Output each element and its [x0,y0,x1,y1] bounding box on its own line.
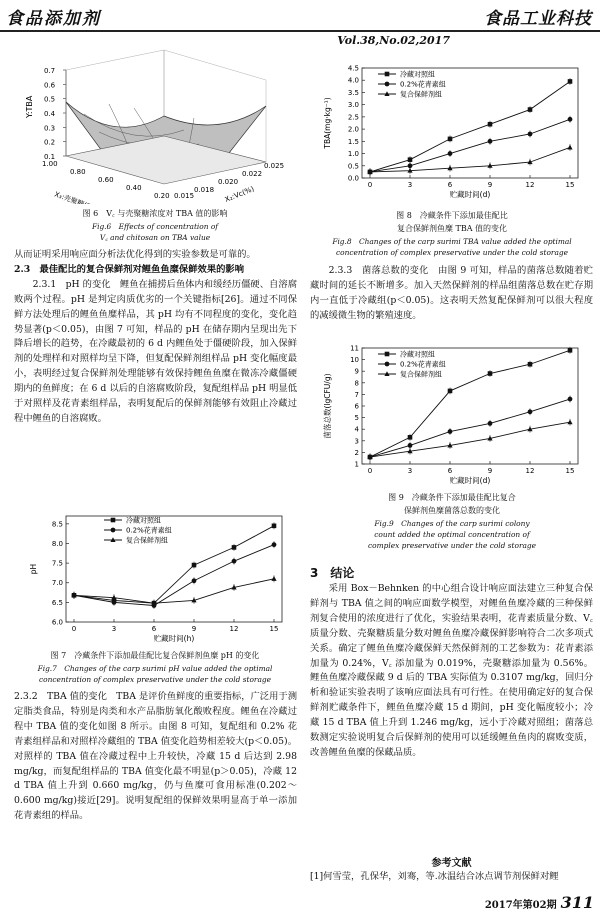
fig8-data-point [568,117,573,122]
fig6-z-tick-label: 0.7 [44,67,56,75]
fig8-data-point [448,137,453,142]
paragraph-2-3-2-tba: 2.3.2 TBA 值的变化 TBA 是评价鱼鲜度的重要指标，广泛用于测定脂类食品，特别是肉类和水产品脂肪氧化酸败程度。鲤鱼在冷藏过程中 TBA 值的变化如图 8 所示。由图 8 可知，复配组和 0.2% 花青素组样品和对照样冷藏组的 TBA 值变化趋势相差较大(p＜0.05)。对照样的 TBA 值在冷藏过程中上升较快，冷藏 15 d 后达到 2.98 mg/kg，而复配组样品的 TBA 值变化最不明显(p＞0.05)，冷藏 12 d TBA 值上升到 0.660 mg/kg，仍与鱼糜可食用标准(0.202～0.600 mg/kg)接近[29]。说明复配组的保鲜效果明显高于单一添加花青素组的样品。 [14,691,297,822]
fig8-x-tick-label: 0 [367,181,373,189]
fig7-data-point [272,524,277,529]
fig8-data-point [568,79,573,84]
fig9-y-axis-label: 菌落总数(lgCFU/g) [323,373,332,439]
fig9-caption-cn-2: 保鲜剂鱼糜菌落总数的变化 [404,506,500,515]
fig9-data-point [528,362,533,367]
fig6-caption-cn: 图 6 V꜀ 与壳聚糖浓度对 TBA 值的影响 [82,209,228,218]
fig6-surface-plot [14,44,296,204]
fig9-y-tick-label: 7 [354,390,359,399]
fig7-x-tick-label: 15 [269,625,279,633]
fig8-data-point [488,139,493,144]
fig9-data-point [568,348,573,353]
fig9-legend-label-2: 复合保鲜剂组 [400,370,442,379]
fig8-chart [318,60,588,204]
header-rule [0,30,600,32]
fig7-data-point [232,545,237,550]
fig7-series-line-0 [74,526,274,603]
fig8-caption-cn-2: 复合保鲜剂鱼糜 TBA 值的变化 [396,224,508,233]
fig8-data-point [528,132,533,137]
fig9-caption-en-1: Fig.9 Changes of the carp surimi colony [374,519,530,528]
fig9-y-tick-label: 9 [354,367,359,376]
issue-label: 2017年第02期 [484,900,557,911]
fig9-y-tick-label: 5 [354,414,359,423]
fig6-x2-tick: 0.022 [242,170,263,178]
fig7-x-tick-label: 9 [191,625,197,633]
fig6-caption-en-2: V꜀ and chitosan on TBA value [99,233,211,242]
fig8-x-tick-label: 15 [565,181,575,189]
fig8-y-tick-label: 4.5 [347,64,359,73]
fig8-y-tick-label: 1.5 [347,137,359,146]
fig6-x2-label: X₂:Vc(%) [223,184,256,204]
fig8-data-point [488,122,493,127]
fig7-x-axis-label: 贮藏时间(h) [153,634,195,643]
fig6-z-tick-label: 0.4 [44,110,56,118]
fig8-legend-label-2: 复合保鲜剂组 [400,90,442,99]
fig7-data-point [192,563,197,568]
fig8-y-axis-label: TBA(mg·kg⁻¹) [323,97,332,149]
fig7-plot-frame [66,516,282,622]
fig9-legend-marker-0 [385,352,390,357]
fig8-x-tick-label: 12 [525,181,535,189]
fig8-x-tick-label: 3 [407,181,413,189]
fig7-chart [22,508,292,648]
fig9-x-tick-label: 12 [525,467,535,475]
fig9-plot-frame [362,348,578,464]
fig8-data-point [567,145,572,150]
right-text-block-a [310,264,593,324]
fig9-x-tick-label: 6 [447,467,453,475]
fig9-y-tick-label: 1 [354,460,359,469]
fig7-x-tick-label: 0 [71,625,77,633]
reference-1: [1]何雪莹，孔保华，刘骞，等.冰温结合冰点调节剂保鲜对鲤 [310,871,559,882]
fig8-legend-marker-1 [385,82,390,87]
fig9-series-line-1 [370,399,570,457]
fig9-caption-en-3: complex preservative under the cold storage [368,541,536,550]
fig7-caption-en-2: concentration of complex preservative under the cold storage [39,675,271,684]
fig7-caption-en-1: Fig.7 Changes of the carp surimi pH value added the optimal [37,664,273,673]
fig9-y-tick-label: 2 [354,448,359,457]
fig9-legend-label-0: 冷藏对照组 [400,350,435,359]
section-heading-2-3: 2.3 最佳配比的复合保鲜剂对鲤鱼鱼糜保鲜效果的影响 [14,263,245,275]
fig9-x-tick-label: 15 [565,467,575,475]
fig6-x2-tick: 0.015 [174,192,195,200]
fig9-caption-cn-1: 图 9 冷藏条件下添加最佳配比复合 [388,493,516,502]
journal-name: 食品工业科技 [484,9,592,29]
fig7-y-axis-label: pH [29,563,38,575]
fig8-data-point [448,151,453,156]
fig7-legend-marker-1 [111,528,116,533]
fig7-y-tick-label: 7.5 [51,559,63,568]
paragraph-conclusion: 采用 Box－Behnken 的中心组合设计响应面法建立三种复合保鲜剂与 TBA 值之间的响应面数学模型，对鲤鱼鱼糜冷藏的三种保鲜剂复合使用的浓度进行了优化，实验结果表明，花青素质量分数、V꜀ 质量分数、壳聚糖质量分数对鲤鱼鱼糜冷藏保鲜影响符合二次多项式关系。确定了鲤鱼鱼糜冷藏保鲜天然保鲜剂的工艺参数为：花青素添加量为 0.24%，V꜀ 添加量为 0.019%，壳聚糖添加量为 0.56%。鲤鱼鱼糜冷藏保藏 9 d 后的 TBA 实际值为 0.3107 mg/kg，回归分析和验证实验表明了该响应面法具有可行性。在使用确定好的复合保鲜剂贮藏条件下，鲤鱼鱼糜冷藏 15 d 期间，pH 变化幅度较小；冷藏 15 d TBA 值上升到 1.246 mg/kg，远小于冷藏对照组；菌落总数测定实验说明复合后保鲜剂的使用可以延缓鲤鱼鱼肉的腐败变质，改善鲤鱼鱼糜的保藏品质。 [310,583,593,758]
fig7-caption-cn: 图 7 冷藏条件下添加最佳配比复合保鲜剂鱼糜 pH 的变化 [50,651,260,660]
fig7-data-point [272,542,277,547]
fig9-data-point [408,443,413,448]
fig8-y-tick-label: 3.5 [347,88,359,97]
fig7-y-tick-label: 8.5 [51,520,63,529]
page-number: 311 [560,893,594,912]
fig9-data-point [528,409,533,414]
fig7-series-line-1 [74,545,274,606]
right-text-block-b [310,582,593,761]
figure-9 [318,340,588,490]
fig9-data-point [568,397,573,402]
fig7-legend-marker-0 [111,518,116,523]
fig7-y-tick-label: 6.5 [51,598,63,607]
fig6-x1-tick: 0.80 [70,168,86,176]
fig9-chart [318,340,588,490]
fig8-legend-marker-0 [385,72,390,77]
fig6-x1-tick: 0.20 [154,192,170,200]
fig8-y-tick-label: 4.0 [347,76,359,85]
left-text-block-a [14,248,297,427]
fig7-x-tick-label: 3 [111,625,117,633]
fig7-data-point [271,576,276,581]
fig9-data-point [448,429,453,434]
fig9-caption-en-2: count added the optimal concentration of [374,530,530,539]
fig9-y-tick-label: 4 [354,425,359,434]
fig7-x-tick-label: 6 [151,625,157,633]
fig7-x-tick-label: 12 [229,625,239,633]
figure-7 [22,508,292,648]
volume-info: Vol.38,No.02,2017 [337,34,450,47]
fig9-legend-marker-1 [385,362,390,367]
fig9-x-tick-label: 3 [407,467,413,475]
fig6-x1-label: X₃:壳聚糖(%) [53,190,97,204]
fig8-y-tick-label: 0.0 [347,174,359,183]
fig8-caption-cn-1: 图 8 冷藏条件下添加最佳配比 [396,211,508,220]
paragraph-2-3-3-colony: 2.3.3 菌落总数的变化 由图 9 可知，样品的菌落总数随着贮藏时间的延长不断增多。加入天然保鲜剂的样品组菌落总数在贮存期内一直低于冷藏组(p＜0.05)。这表明天然复配保鲜剂可以很大程度的减缓微生物的繁殖速度。 [310,265,593,321]
fig7-y-tick-label: 7.0 [51,579,63,588]
journal-column-title: 食品添加剂 [6,9,101,29]
figure-6 [14,44,296,204]
fig6-x1-tick: 0.40 [126,184,142,192]
fig9-y-tick-label: 10 [350,356,359,365]
fig8-legend-label-1: 0.2%花青素组 [400,80,446,89]
references-heading: 参考文献 [431,858,472,869]
fig8-plot-frame [362,68,578,178]
fig6-x1-tick: 1.00 [42,160,58,168]
fig8-data-point [408,157,413,162]
fig9-data-point [408,435,413,440]
fig9-x-tick-label: 9 [487,467,493,475]
fig8-y-tick-label: 0.5 [347,162,359,171]
fig7-legend-label-2: 复合保鲜剂组 [126,536,168,545]
fig7-data-point [192,578,197,583]
fig6-z-tick-label: 0.5 [44,95,56,104]
fig9-y-tick-label: 3 [354,437,359,446]
fig6-x2-tick: 0.018 [194,186,215,194]
fig6-x2-tick: 0.020 [218,178,239,186]
fig9-y-tick-label: 6 [354,402,359,411]
fig8-caption-en-1: Fig.8 Changes of the carp surimi TBA value added the optimal [332,237,572,246]
section-heading-3: 3 结论 [310,566,355,580]
fig7-legend-label-0: 冷藏对照组 [126,516,161,525]
paragraph-2-3-1-ph: 2.3.1 pH 的变化 鲤鱼在捕捞后鱼体内和缓经历僵硬、自溶腐败两个过程。pH 是判定肉质优劣的一个关键指标[26]。通过不同保鲜方法处理后的鲤鱼鱼糜样品，其 pH 均有不同程度的变化，变化趋势显著(p＜0.05)，由图 7 可知，样品的 pH 在储存期内呈现出先下降后增长的趋势，在冷藏最初的 6 d 内鲤鱼处于僵硬阶段，加入保鲜剂的处理样和对照样均呈下降，但复配保鲜剂组样品 pH 变化幅度最小，表明经过复合保鲜剂处理能够有效保持鲤鱼鱼糜在微冻冷藏僵硬期内的鱼鲜度；在 6 d 以后的自溶腐败阶段，复配组样品 pH 明显低于对照样及花青素组样品，表明复配后的保鲜剂能够有效阻止冷藏过程中鲤鱼的自溶腐败。 [14,278,297,424]
fig8-x-tick-label: 6 [447,181,453,189]
fig8-data-point [528,107,533,112]
fig9-y-tick-label: 11 [350,344,359,353]
paragraph-verification: 从而证明采用响应面分析法优化得到的实验参数是可靠的。 [14,249,256,260]
left-text-block-b [14,690,297,824]
fig6-z-tick-label: 0.6 [44,81,56,90]
fig6-z-label: Y:TBA [25,95,34,118]
fig8-x-axis-label: 贮藏时间(d) [449,190,491,199]
fig9-data-point [448,389,453,394]
fig8-x-tick-label: 9 [487,181,493,189]
fig7-data-point [232,559,237,564]
fig9-x-tick-label: 0 [367,467,373,475]
fig9-data-point [488,421,493,426]
fig8-y-tick-label: 1.0 [347,150,359,159]
fig6-z-tick-label: 0.3 [44,124,56,133]
page-footer [485,893,594,912]
fig9-y-tick-label: 8 [354,379,359,388]
fig8-legend-label-0: 冷藏对照组 [400,70,435,79]
fig9-x-axis-label: 贮藏时间(d) [449,476,491,485]
fig7-y-tick-label: 6.0 [51,618,63,627]
fig9-data-point [488,371,493,376]
fig8-caption-en-2: concentration of complex preservative under the cold storage [336,248,568,257]
fig8-y-tick-label: 2.5 [347,113,359,122]
fig6-x2-tick: 0.025 [264,162,285,170]
fig9-data-point [567,419,572,424]
figure-8 [318,60,588,204]
fig6-z-tick-label: 0.2 [44,138,56,147]
fig8-y-tick-label: 3.0 [347,101,359,110]
fig6-z-tick-label: 0.1 [44,153,56,161]
fig9-legend-label-1: 0.2%花青素组 [400,360,446,369]
fig8-series-line-1 [370,119,570,172]
fig7-legend-label-1: 0.2%花青素组 [126,526,172,535]
fig6-x1-tick: 0.60 [98,176,114,184]
fig8-series-line-2 [370,147,570,171]
fig8-y-tick-label: 2.0 [347,125,359,134]
fig7-y-tick-label: 8.0 [51,539,63,548]
fig6-caption-en-1: Fig.6 Effects of concentration of [91,222,219,231]
